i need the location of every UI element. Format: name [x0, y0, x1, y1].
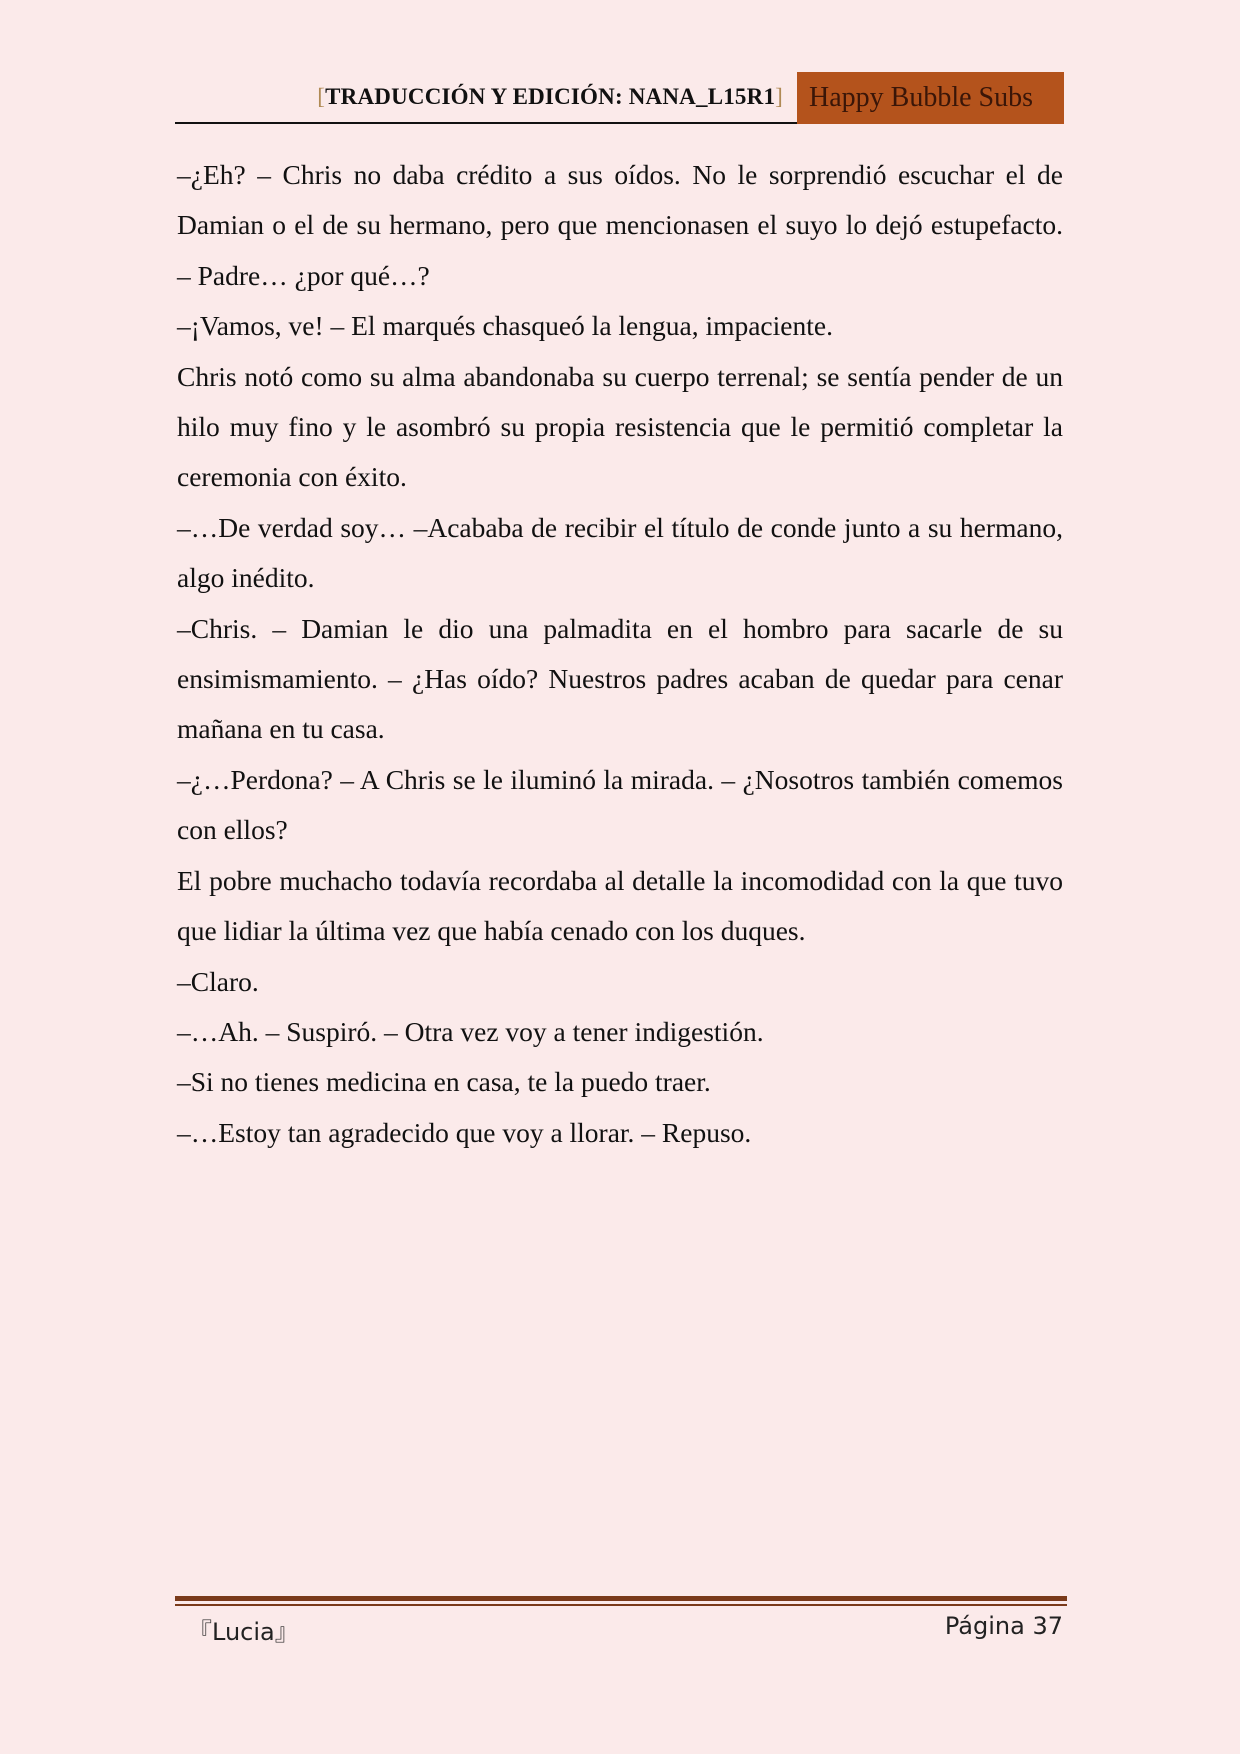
- footer-rule-thin: [175, 1604, 1067, 1606]
- paragraph: –…Ah. – Suspiró. – Otra vez voy a tener indigestión.: [177, 1015, 764, 1047]
- paragraph: –Si no tienes medicina en casa, te la puedo traer.: [177, 1066, 711, 1098]
- page-header: [175, 72, 1064, 124]
- header-rule: [175, 122, 797, 124]
- paragraph: Chris notó como su alma abandonaba su cuerpo terrenal; se sentía pender de un hilo muy fino y le asombró su propia resistencia que le permitió completar la ceremonia con éxito.: [177, 360, 1063, 493]
- footer-rule-thick: [175, 1596, 1067, 1601]
- paragraph: –…De verdad soy… –Acababa de recibir el título de conde junto a su hermano, algo inédito.: [177, 511, 1063, 594]
- paragraph: –…Estoy tan agradecido que voy a llorar. – Repuso.: [177, 1116, 752, 1148]
- header-bracket-close: ]: [775, 84, 783, 109]
- paragraph: –Chris. – Damian le dio una palmadita en el hombro para sacarle de su ensimismamiento. – ¿Has oído? Nuestros padres acaban de quedar para cenar mañana en tu casa.: [177, 612, 1063, 745]
- header-bracket-open: [: [317, 84, 326, 109]
- paragraph: El pobre muchacho todavía recordaba al detalle la incomodidad con la que tuvo que lidiar la última vez que había cenado con los duques.: [177, 864, 1063, 947]
- paragraph: –¿…Perdona? – A Chris se le iluminó la mirada. – ¿Nosotros también comemos con ellos?: [177, 763, 1063, 846]
- paragraph: –¿Eh? – Chris no daba crédito a sus oídos. No le sorprendió escuchar el de Damian o el de su hermano, pero que mencionasen el suyo lo dejó estupefacto. – Padre… ¿por qué…?: [177, 159, 1063, 291]
- header-title: [317, 84, 783, 110]
- paragraph: –¡Vamos, ve! – El marqués chasqueó la lengua, impaciente.: [177, 310, 833, 342]
- page-number: Página 37: [944, 1612, 1063, 1640]
- header-badge: Happy Bubble Subs: [797, 72, 1064, 124]
- body-text: [177, 150, 1063, 1158]
- footer-book-title: 『Lucia』: [188, 1618, 299, 1646]
- paragraph: –Claro.: [177, 965, 259, 997]
- header-title-text: TRADUCCIÓN Y EDICIÓN: NANA_L15R1: [325, 84, 776, 109]
